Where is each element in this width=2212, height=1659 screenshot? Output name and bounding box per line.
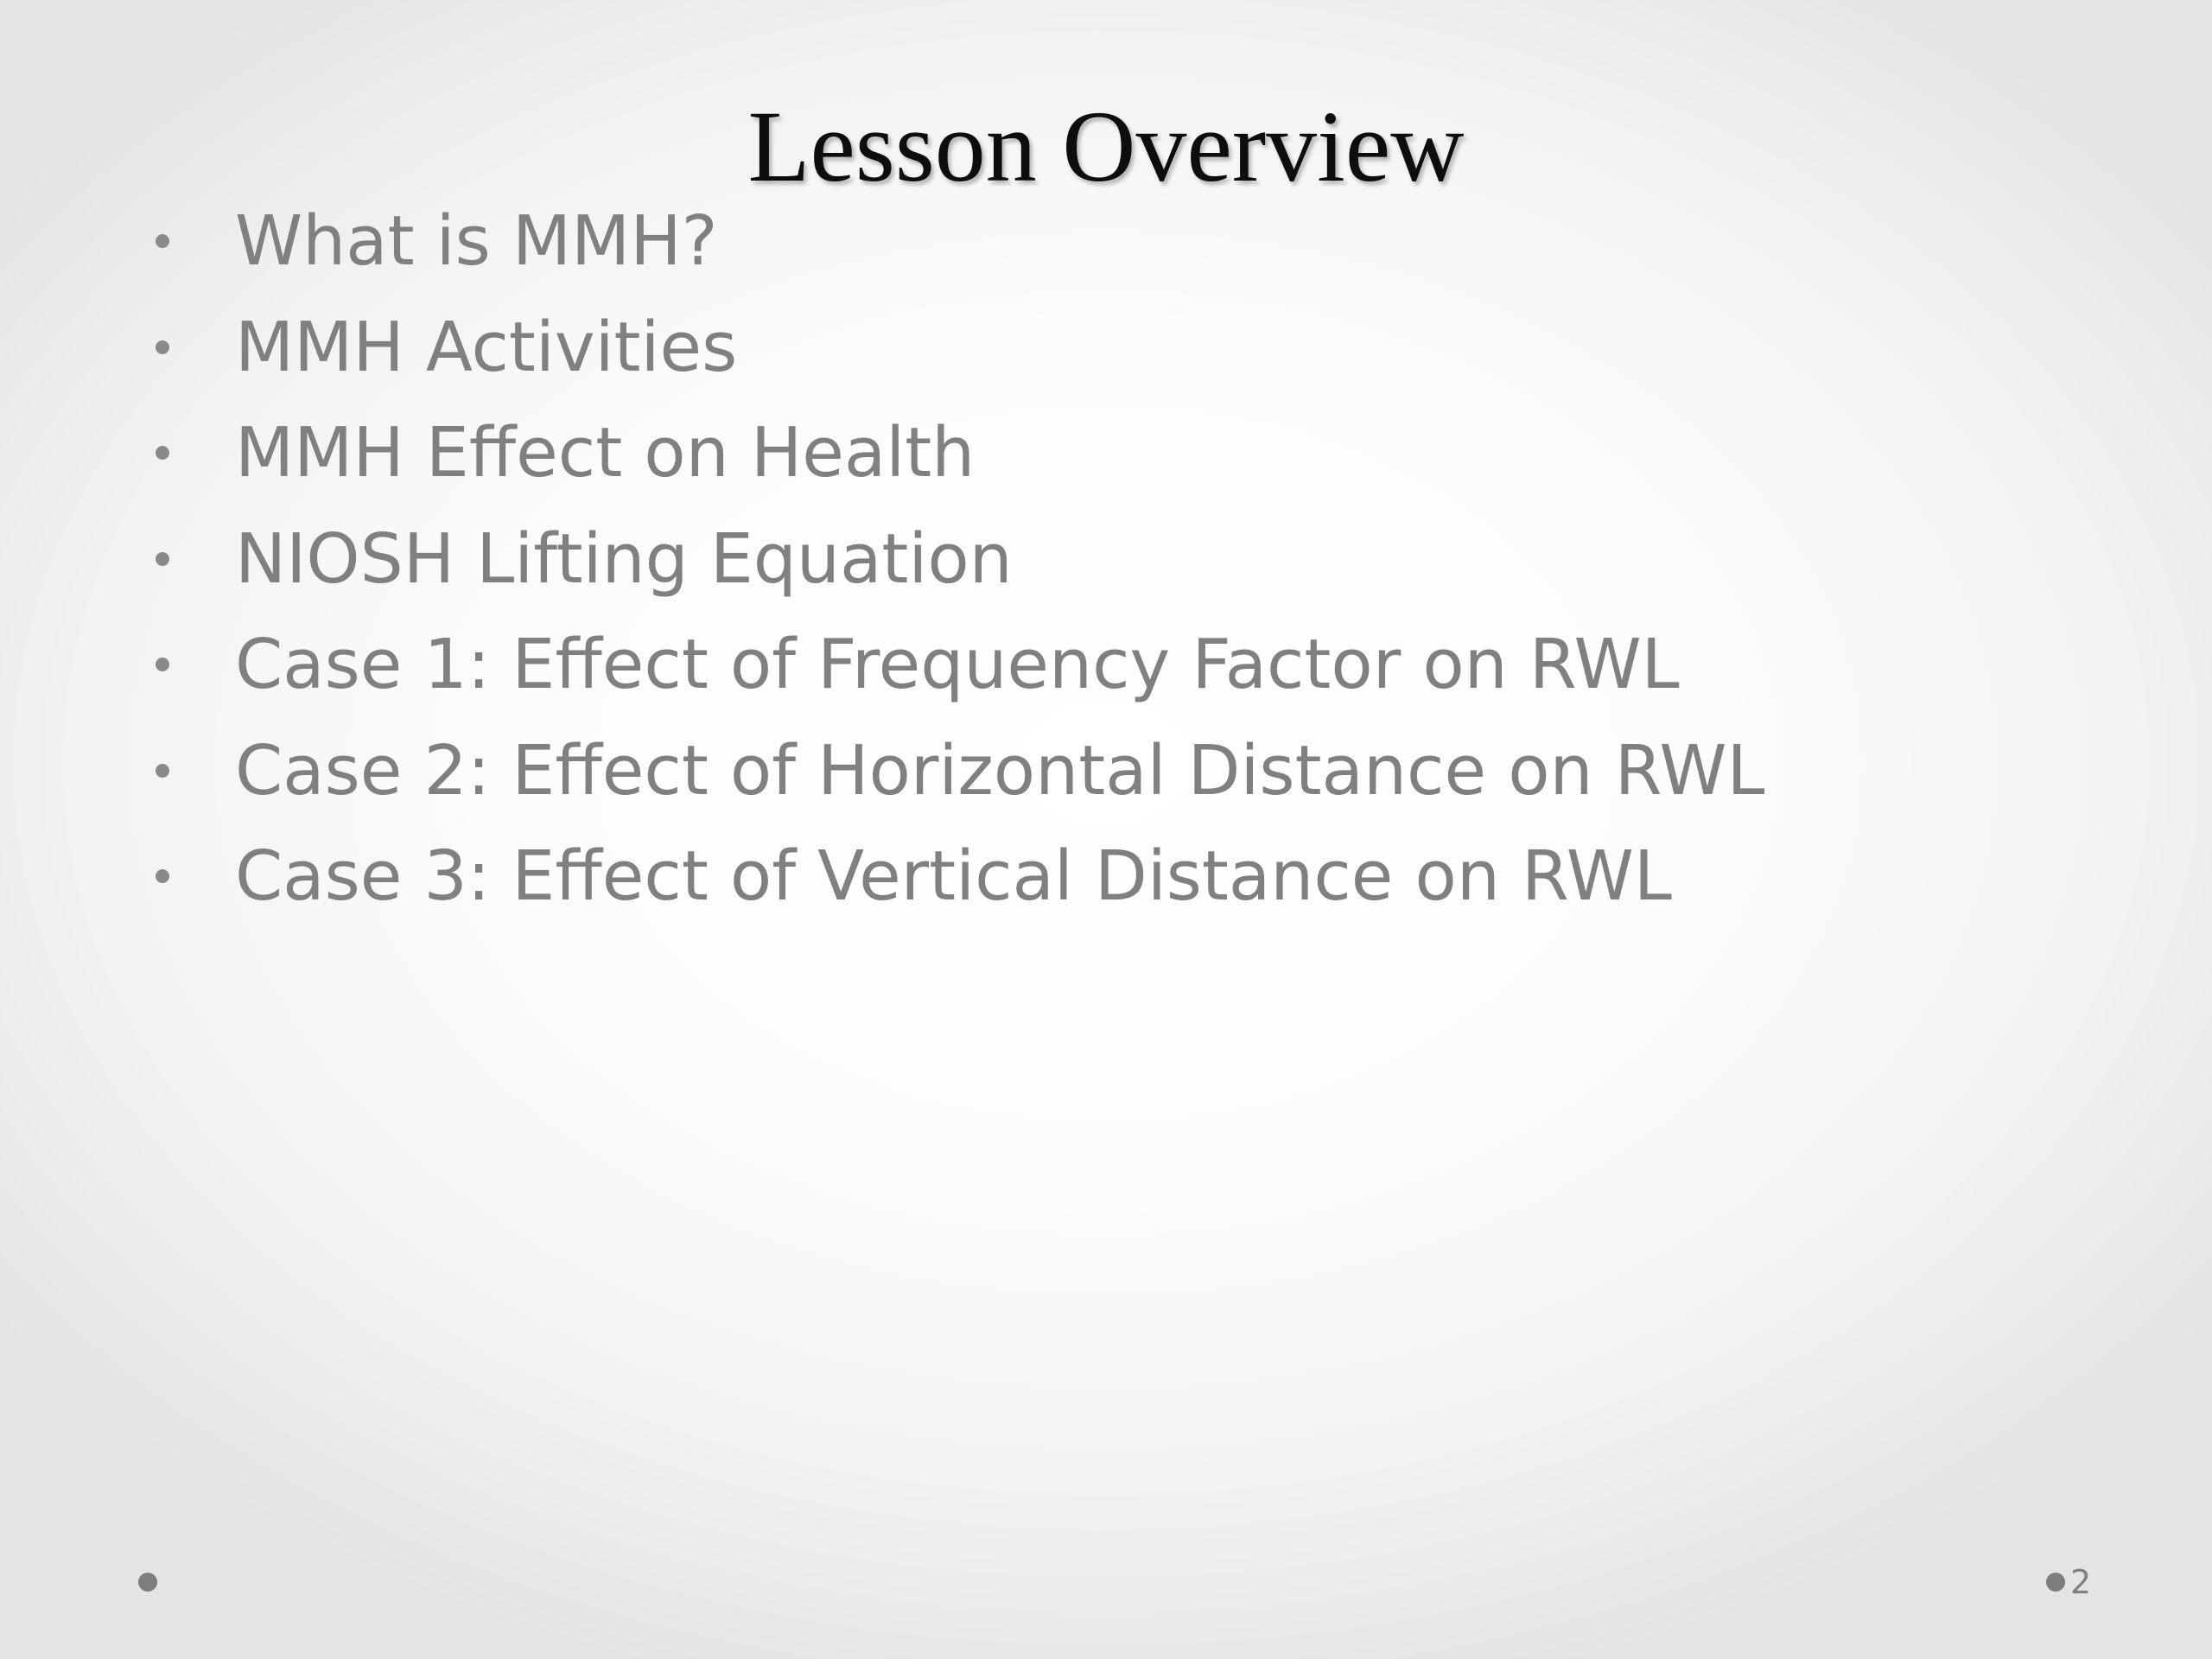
list-item xyxy=(147,506,2091,613)
bullet-text: Case 3: Effect of Vertical Distance on RWL xyxy=(235,836,1672,917)
bullet-icon xyxy=(156,869,169,883)
bullet-icon xyxy=(156,446,169,460)
bullet-list xyxy=(147,188,2091,930)
bullet-icon xyxy=(156,658,169,671)
bullet-text: Case 2: Effect of Horizontal Distance on RWL xyxy=(235,730,1765,810)
footer-left-dot-icon xyxy=(138,1573,157,1592)
bullet-text: MMH Activities xyxy=(235,307,738,387)
bullet-text: MMH Effect on Health xyxy=(235,413,976,493)
list-item xyxy=(147,718,2091,824)
bullet-text: NIOSH Lifting Equation xyxy=(235,518,1013,599)
bullet-icon xyxy=(156,552,169,566)
list-item xyxy=(147,612,2091,718)
list-item xyxy=(147,823,2091,930)
list-item xyxy=(147,400,2091,506)
bullet-text: What is MMH? xyxy=(235,201,718,282)
slide-title: Lesson Overview xyxy=(747,90,1465,203)
bullet-icon xyxy=(156,234,169,248)
slide-number: 2 xyxy=(2070,1563,2092,1601)
list-item xyxy=(147,295,2091,401)
bullet-text: Case 1: Effect of Frequency Factor on RWL xyxy=(235,625,1680,705)
bullet-icon xyxy=(156,764,169,778)
list-item xyxy=(147,188,2091,295)
bullet-icon xyxy=(156,340,169,354)
footer-right-dot-icon xyxy=(2046,1573,2065,1592)
